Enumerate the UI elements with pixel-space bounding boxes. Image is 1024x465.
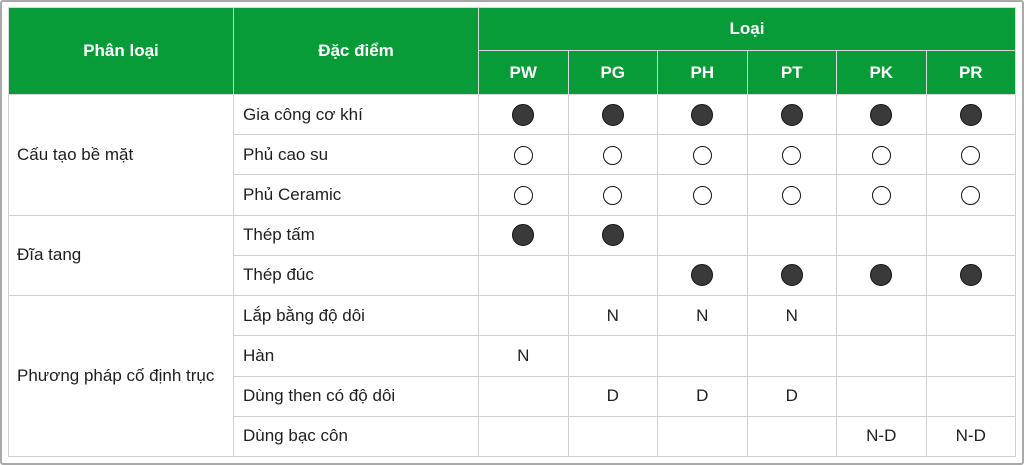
table-row (9, 95, 1016, 135)
header-type-pw: PW (479, 51, 569, 95)
empty-dot-icon (961, 186, 980, 205)
mark-cell (747, 215, 837, 255)
mark-cell: N (479, 336, 569, 376)
filled-dot-icon (512, 104, 534, 126)
filled-dot-icon (691, 104, 713, 126)
empty-dot-icon (514, 186, 533, 205)
mark-cell (747, 175, 837, 215)
header-type-pt: PT (747, 51, 837, 95)
mark-cell (837, 175, 927, 215)
mark-cell (926, 175, 1016, 215)
mark-cell: N-D (837, 416, 927, 456)
empty-dot-icon (782, 146, 801, 165)
feature-cell: Thép đúc (234, 255, 479, 295)
feature-cell: Dùng bạc côn (234, 416, 479, 456)
mark-cell (747, 336, 837, 376)
mark-cell (479, 95, 569, 135)
header-dac-diem: Đặc điểm (234, 8, 479, 95)
table-row (9, 296, 1016, 336)
mark-cell (658, 215, 748, 255)
mark-cell (568, 95, 658, 135)
header-type-pk: PK (837, 51, 927, 95)
empty-dot-icon (693, 146, 712, 165)
mark-cell (837, 215, 927, 255)
filled-dot-icon (512, 224, 534, 246)
filled-dot-icon (960, 104, 982, 126)
mark-cell (568, 416, 658, 456)
empty-dot-icon (693, 186, 712, 205)
mark-cell (926, 135, 1016, 175)
table-header (9, 8, 1016, 95)
mark-cell (658, 336, 748, 376)
group-label-cau-tao-be-mat: Cấu tạo bề mặt (9, 95, 234, 216)
mark-cell (568, 135, 658, 175)
mark-cell (837, 135, 927, 175)
feature-cell: Lắp bằng độ dôi (234, 296, 479, 336)
empty-dot-icon (782, 186, 801, 205)
mark-cell (658, 255, 748, 295)
filled-dot-icon (781, 104, 803, 126)
empty-dot-icon (872, 186, 891, 205)
feature-cell: Thép tấm (234, 215, 479, 255)
empty-dot-icon (603, 186, 622, 205)
group-label-dia-tang: Đĩa tang (9, 215, 234, 295)
filled-dot-icon (691, 264, 713, 286)
filled-dot-icon (602, 104, 624, 126)
mark-cell (568, 215, 658, 255)
mark-cell (837, 296, 927, 336)
mark-cell (479, 255, 569, 295)
mark-cell: N (658, 296, 748, 336)
feature-cell: Dùng then có độ dôi (234, 376, 479, 416)
mark-cell (926, 296, 1016, 336)
filled-dot-icon (602, 224, 624, 246)
mark-cell (479, 135, 569, 175)
mark-cell: N (568, 296, 658, 336)
mark-cell (658, 175, 748, 215)
mark-cell (479, 215, 569, 255)
mark-cell (926, 95, 1016, 135)
mark-cell: D (568, 376, 658, 416)
mark-cell (926, 255, 1016, 295)
mark-cell (747, 95, 837, 135)
mark-cell: N-D (926, 416, 1016, 456)
header-phan-loai: Phân loại (9, 8, 234, 95)
mark-cell (479, 296, 569, 336)
group-label-phuong-phap-co-dinh-truc: Phương pháp cố định trục (9, 296, 234, 457)
header-type-pr: PR (926, 51, 1016, 95)
mark-cell (479, 175, 569, 215)
mark-cell (658, 135, 748, 175)
feature-cell: Phủ Ceramic (234, 175, 479, 215)
empty-dot-icon (961, 146, 980, 165)
mark-cell (747, 255, 837, 295)
mark-cell (926, 336, 1016, 376)
mark-cell (837, 255, 927, 295)
filled-dot-icon (870, 264, 892, 286)
header-type-pg: PG (568, 51, 658, 95)
header-type-ph: PH (658, 51, 748, 95)
empty-dot-icon (872, 146, 891, 165)
mark-cell (926, 376, 1016, 416)
mark-cell (926, 215, 1016, 255)
feature-cell: Hàn (234, 336, 479, 376)
classification-table (8, 7, 1016, 457)
filled-dot-icon (870, 104, 892, 126)
empty-dot-icon (514, 146, 533, 165)
table-body (9, 95, 1016, 457)
mark-cell (837, 376, 927, 416)
mark-cell: D (658, 376, 748, 416)
mark-cell (568, 175, 658, 215)
mark-cell (837, 336, 927, 376)
mark-cell (658, 416, 748, 456)
feature-cell: Gia công cơ khí (234, 95, 479, 135)
mark-cell (747, 135, 837, 175)
mark-cell (747, 416, 837, 456)
mark-cell: N (747, 296, 837, 336)
mark-cell (658, 95, 748, 135)
filled-dot-icon (960, 264, 982, 286)
mark-cell: D (747, 376, 837, 416)
mark-cell (568, 336, 658, 376)
feature-cell: Phủ cao su (234, 135, 479, 175)
mark-cell (479, 416, 569, 456)
filled-dot-icon (781, 264, 803, 286)
mark-cell (568, 255, 658, 295)
table-row (9, 215, 1016, 255)
empty-dot-icon (603, 146, 622, 165)
mark-cell (837, 95, 927, 135)
header-loai-group: Loại (479, 8, 1016, 51)
mark-cell (479, 376, 569, 416)
